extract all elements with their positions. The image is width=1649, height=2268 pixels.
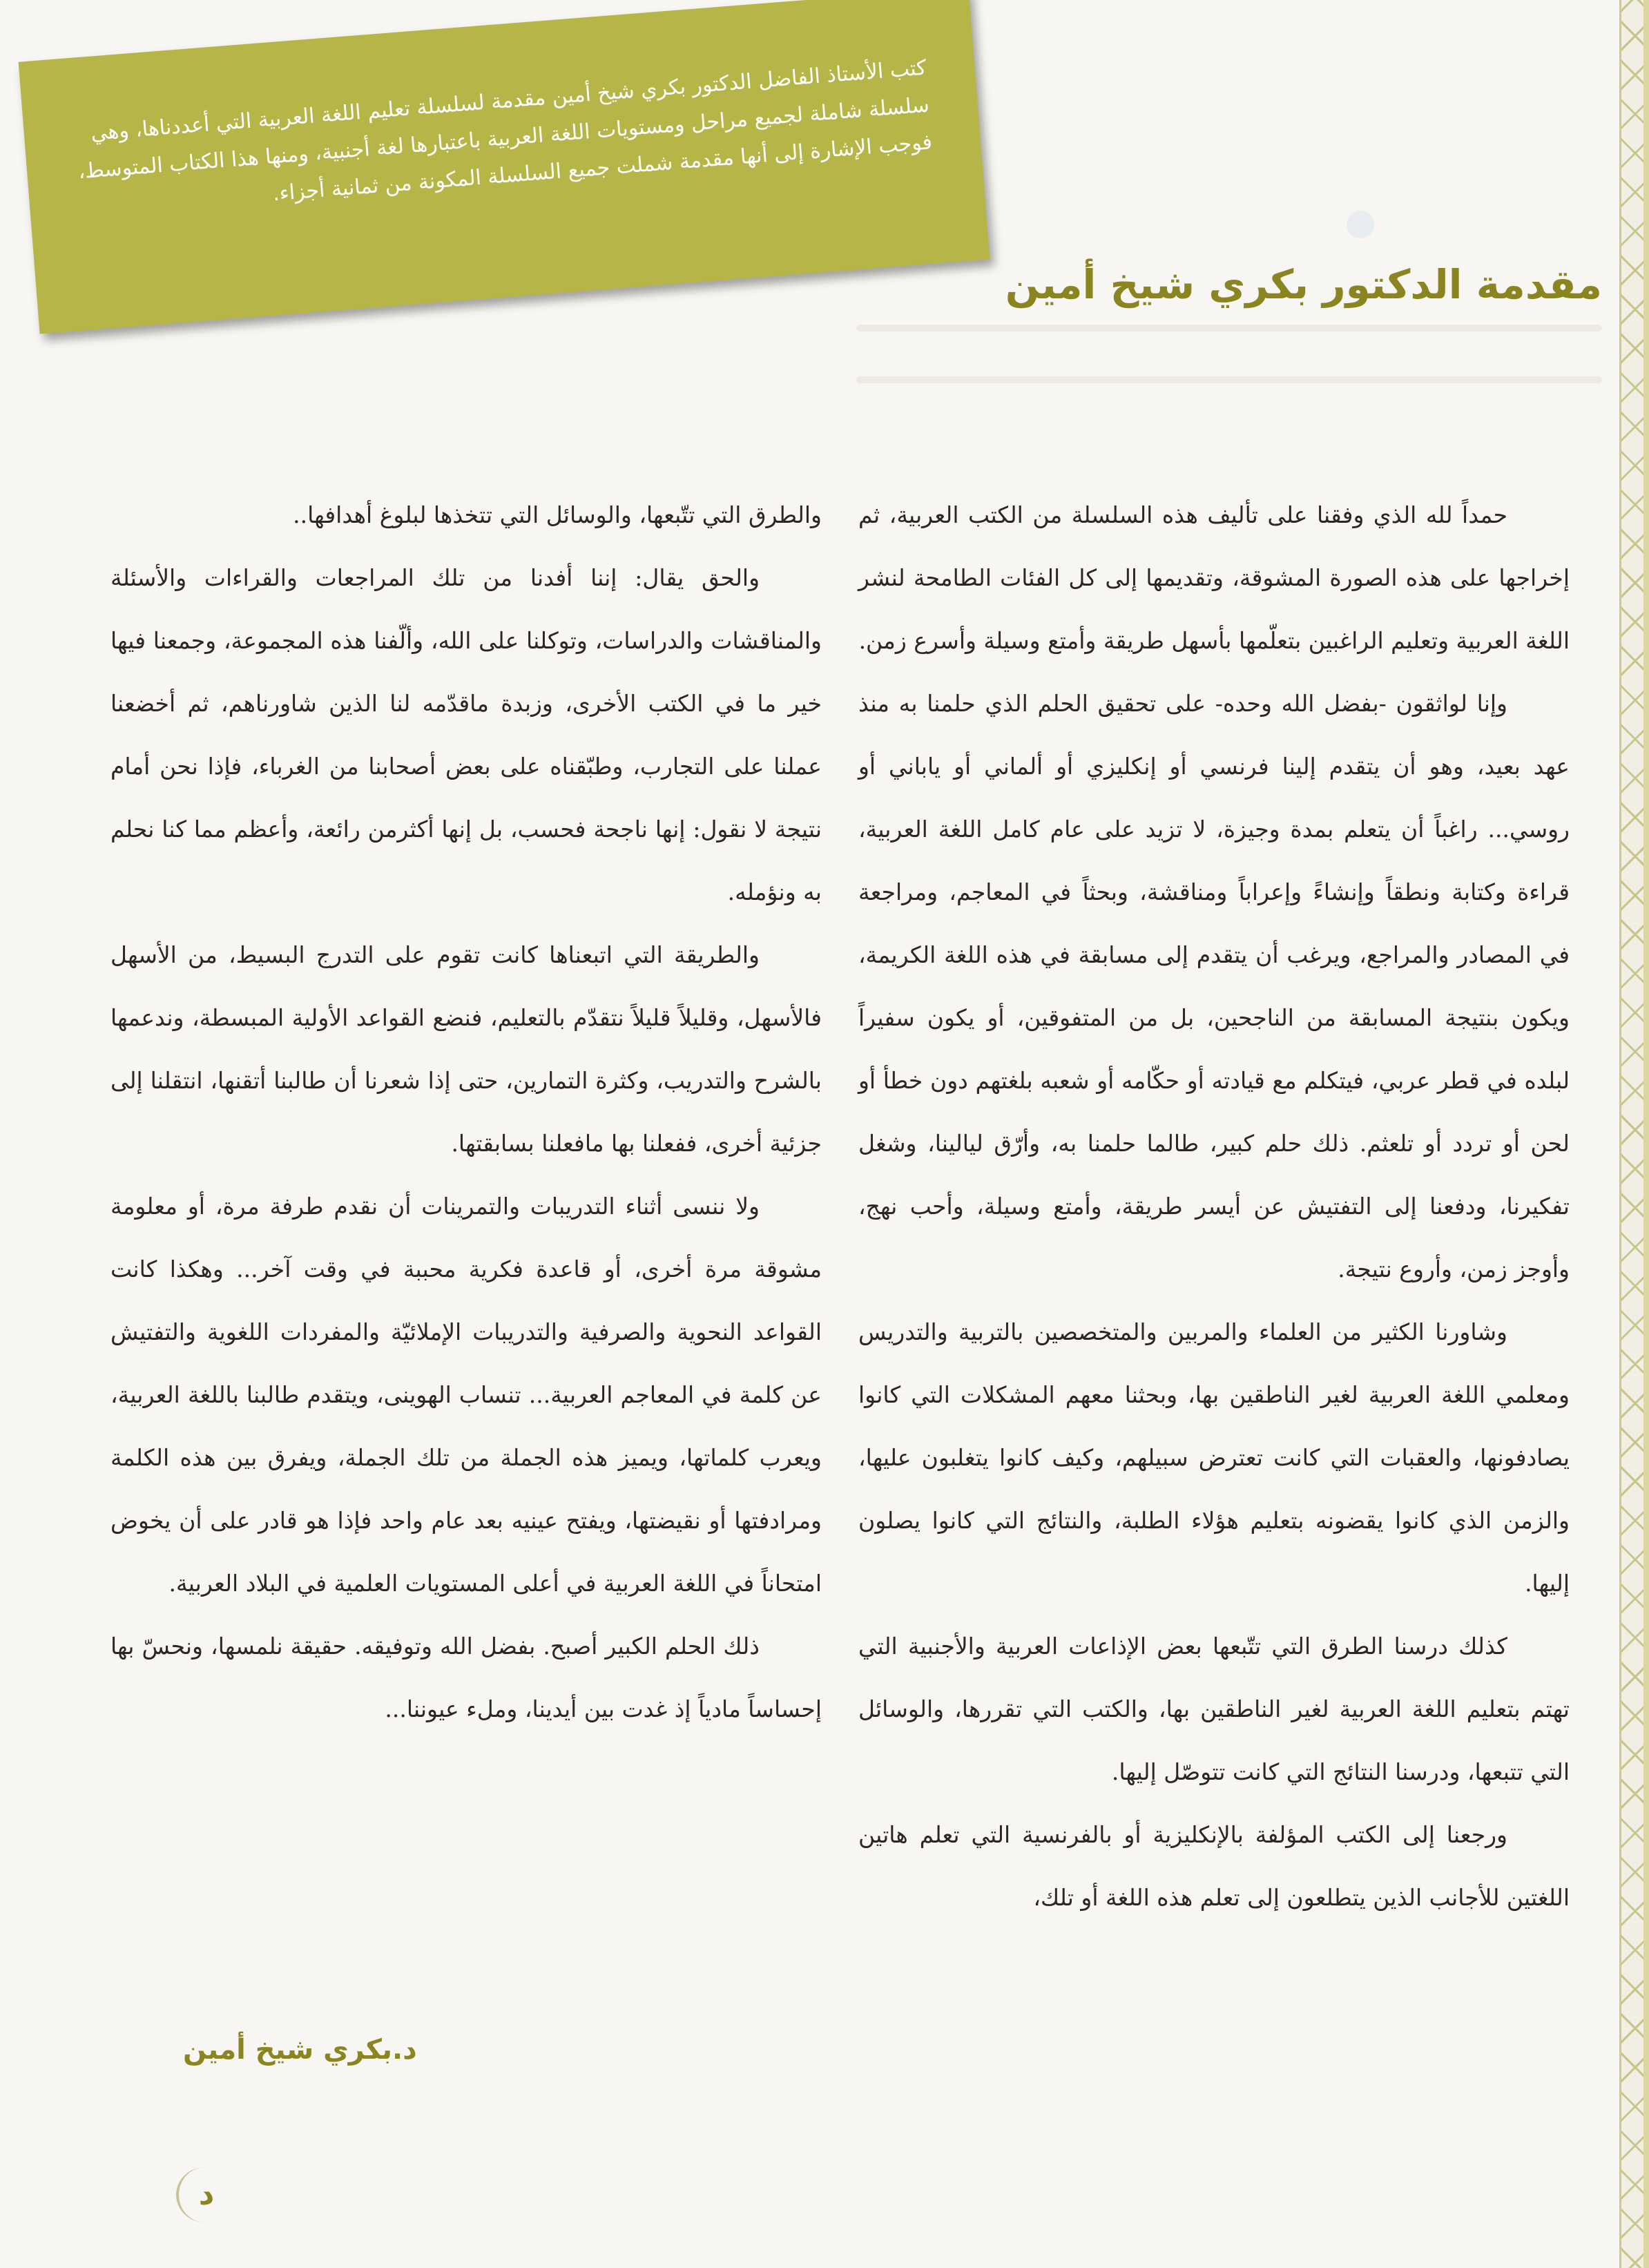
paragraph: كذلك درسنا الطرق التي تتّبعها بعض الإذاعات العربية والأجنبية التي تهتم بتعليم اللغة العربية لغير الناطقين بها، والكتب التي تقررها، والوسائل التي تتبعها، ودرسنا النتائج التي كانت تتوصّل إليها. — [858, 1633, 1570, 1785]
paragraph: ذلك الحلم الكبير أصبح. بفضل الله وتوفيقه. حقيقة نلمسها، ونحسّ بها إحساساً مادياً إذ غدت بين أيدينا، وملء عيوننا... — [110, 1633, 822, 1722]
decorative-border — [1619, 0, 1649, 2268]
paragraph: والطريقة التي اتبعناها كانت تقوم على التدرج البسيط، من الأسهل فالأسهل، وقليلاً قليلاً نتقدّم بالتعليم، فنضع القواعد الأولية المبسطة، وندعمها بالشرح والتدريب، وكثرة التمارين، حتى إذا شعرنا أن طالبنا أتقنها، انتقلنا إلى جزئية أخرى، ففعلنا بها مافعلنا بسابقتها. — [110, 941, 822, 1157]
author-signature: د.بكري شيخ أمين — [183, 2034, 417, 2066]
paragraph: ولا ننسى أثناء التدريبات والتمرينات أن نقدم طرفة مرة، أو معلومة مشوقة مرة أخرى، أو قاعدة فكرية محببة في وقت آخر... وهكذا كانت القواعد النحوية والصرفية والتدريبات الإملائيّة والمفردات اللغوية والتفتيش عن كلمة في المعاجم العربية... تنساب الهوينى، ويتقدم طالبنا باللغة العربية، ويعرب كلماتها، ويميز هذه الجملة من تلك الجملة، ويفرق بين هذه الكلمة ومرادفتها أو نقيضتها، ويفتح عينيه بعد عام واحد فإذا هو قادر على أن يخوض امتحاناً في اللغة العربية في أعلى المستويات العلمية في البلاد العربية. — [110, 1193, 822, 1597]
paragraph: حمداً لله الذي وفقنا على تأليف هذه السلسلة من الكتب العربية، ثم إخراجها على هذه الصورة المشوقة، وتقديمها إلى كل الفئات الطامحة لنشر اللغة العربية وتعليم الراغبين بتعلّمها بأسهل طريقة وأمتع وسيلة وأسرع زمن. — [858, 501, 1570, 654]
page-number: د — [176, 2167, 234, 2222]
paragraph: وإنا لواثقون -بفضل الله وحده- على تحقيق الحلم الذي حلمنا به منذ عهد بعيد، وهو أن يتقدم إلينا فرنسي أو إنكليزي أو ألماني أو ياباني أو روسي... راغباً أن يتعلم بمدة وجيزة، لا تزيد على عام كامل اللغة العربية، قراءة وكتابة ونطقاً وإنشاءً وإعراباً ومناقشة، وبحثاً في المعاجم، ومراجعة في المصادر والمراجع، ويرغب أن يتقدم إلى مسابقة في هذه اللغة الكريمة، ويكون بنتيجة المسابقة من الناجحين، بل من المتفوقين، أو يكون سفيراً لبلده في قطر عربي، فيتكلم مع قيادته أو حكّامه أو شعبه بلغتهم دون خطأ أو لحن أو تردد أو تلعثم. ذلك حلم كبير، طالما حلمنا به، وأرّق ليالينا، وشغل تفكيرنا، ودفعنا إلى التفتيش عن أيسر طريقة، وأمتع وسيلة، وأحب نهج، وأوجز زمن، وأروع نتيجة. — [858, 690, 1570, 1282]
intro-box — [19, 0, 990, 334]
right-column — [858, 483, 1570, 1929]
paragraph: وشاورنا الكثير من العلماء والمربين والمتخصصين بالتربية والتدريس ومعلمي اللغة العربية لغير الناطقين بها، وبحثنا معهم المشكلات التي كانوا يصادفونها، والعقبات التي كانت تعترض سبيلهم، وكيف كانوا يتغلبون عليها، والزمن الذي كانوا يقضونه بتعليم هؤلاء الطلبة، والنتائج التي كانوا يصلون إليها. — [858, 1318, 1570, 1597]
paragraph: ورجعنا إلى الكتب المؤلفة بالإنكليزية أو بالفرنسية التي تعلم هاتين اللغتين للأجانب الذين يتطلعون إلى تعلم هذه اللغة أو تلك، — [858, 1821, 1570, 1911]
paragraph: والحق يقال: إننا أفدنا من تلك المراجعات والقراءات والأسئلة والمناقشات والدراسات، وتوكلنا على الله، وألّفنا هذه المجموعة، وجمعنا فيها خير ما في الكتب الأخرى، وزبدة ماقدّمه لنا الذين شاورناهم، ثم أخضعنا عملنا على التجارب، وطبّقناه على بعض أصحابنا من الغرباء، فإذا نحن أمام نتيجة لا نقول: إنها ناجحة فحسب، بل إنها أكثرمن رائعة، وأعظم مما كنا نحلم به ونؤمله. — [110, 564, 822, 905]
left-column — [110, 483, 822, 1740]
background-ghost-line — [856, 325, 1602, 331]
paragraph: والطرق التي تتّبعها، والوسائل التي تتخذها لبلوغ أهدافها.. — [293, 501, 822, 528]
background-ghost-line — [856, 376, 1602, 383]
intro-text: كتب الأستاذ الفاضل الدكتور بكري شيخ أمين مقدمة لسلسلة تعليم اللغة العربية التي أعددناها، وهي سلسلة شاملة لجميع مراحل ومستويات اللغة العربية باعتبارها لغة أجنبية، ومنها هذا الكتاب المتوسط، فوجب الإشارة إلى أنها مقدمة شملت جميع السلسلة المكونة من ثمانية أجزاء. — [77, 55, 934, 206]
background-ghost-dot — [1347, 211, 1374, 238]
page-title: مقدمة الدكتور بكري شيخ أمين — [1005, 261, 1602, 308]
